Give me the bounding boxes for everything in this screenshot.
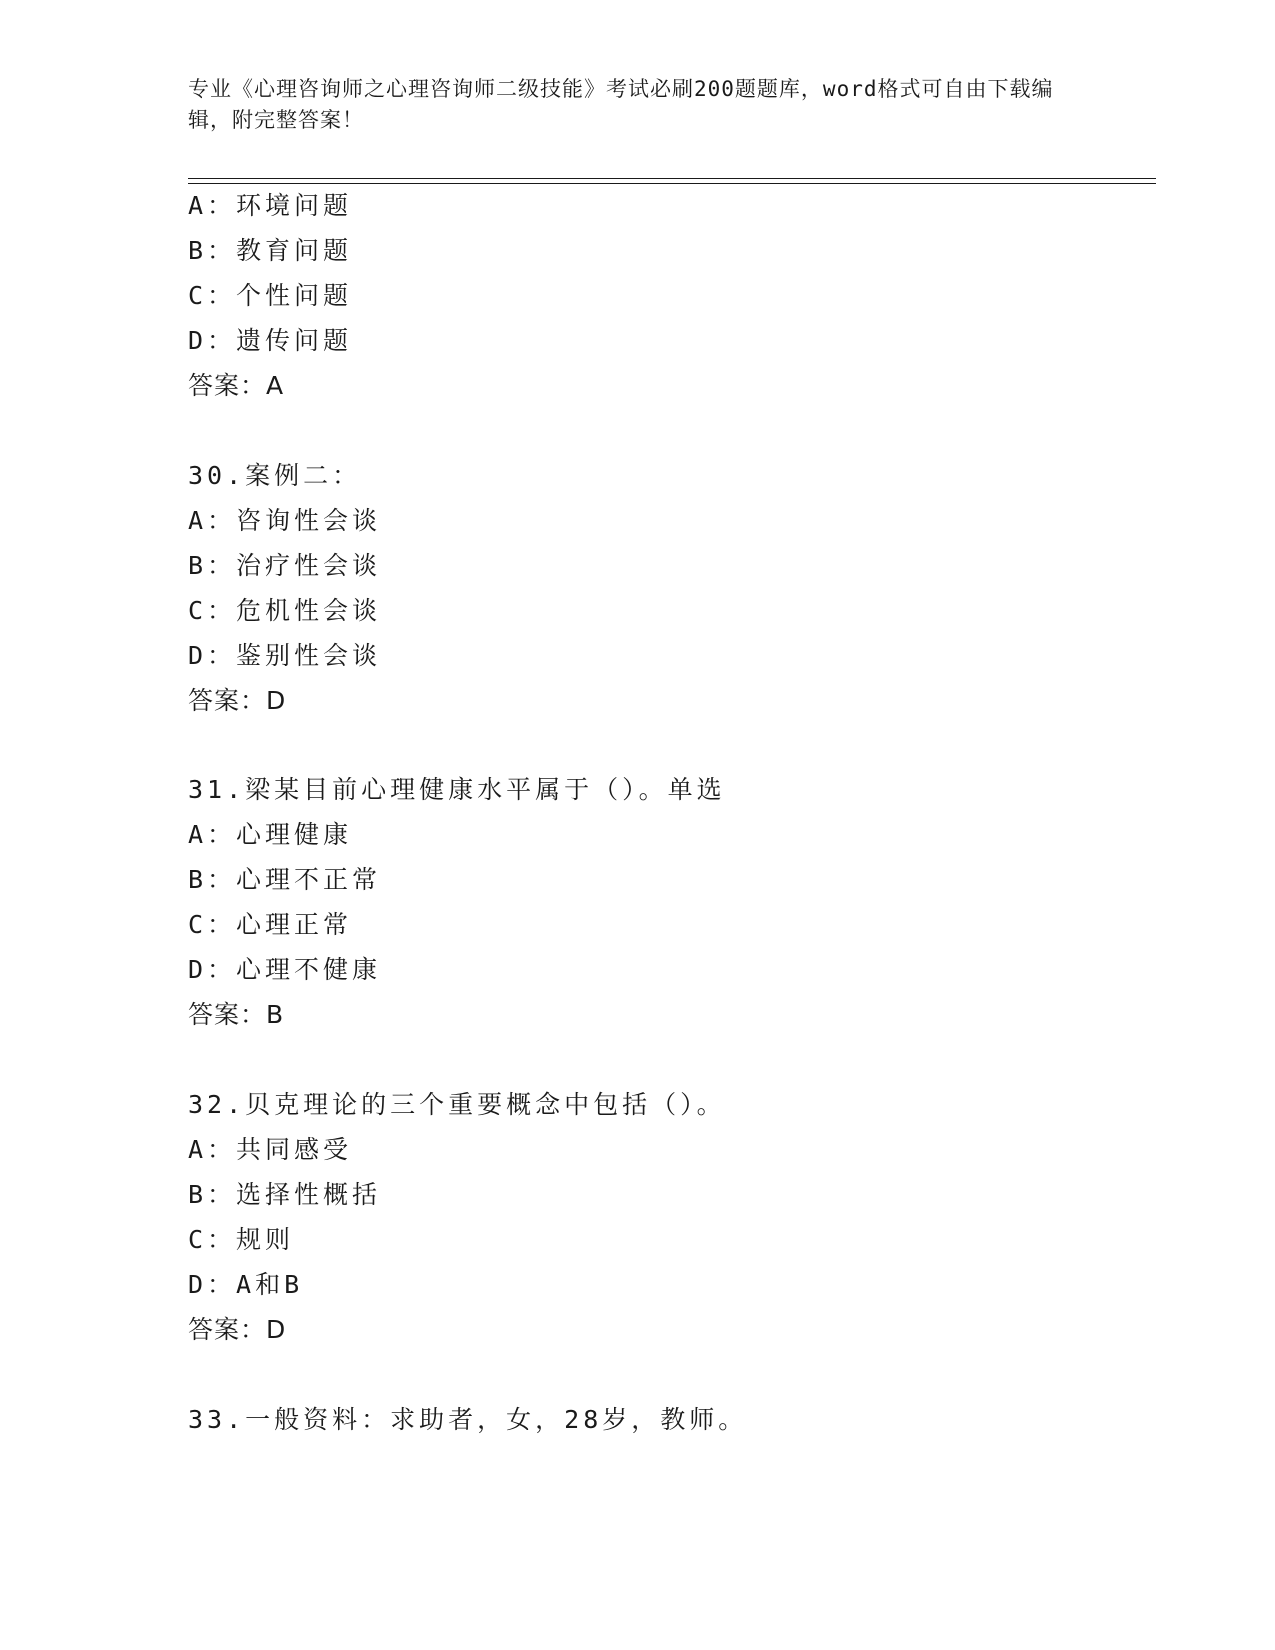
option-a: A：咨询性会谈 [188,506,382,535]
document-header: 专业《心理咨询师之心理咨询师二级技能》考试必刷200题题库，word格式可自由下载编辑，附完整答案！ [188,77,1054,132]
answer-line: 答案：B [188,1000,285,1029]
option-b: B：治疗性会谈 [188,551,382,580]
question-32-stem: 32.贝克理论的三个重要概念中包括（）。 [188,1090,726,1119]
answer-line: 答案：A [188,371,285,400]
option-b: B：教育问题 [188,236,353,265]
option-b: B：选择性概括 [188,1180,382,1209]
option-a: A：环境问题 [188,191,353,220]
question-31-stem: 31.梁某目前心理健康水平属于（）。单选 [188,775,726,804]
answer-line: 答案：D [188,1315,287,1344]
option-c: C：心理正常 [188,910,353,939]
option-c: C：危机性会谈 [188,596,382,625]
option-d: D：鉴别性会谈 [188,641,382,670]
option-a: A：心理健康 [188,820,353,849]
question-33-stem: 33.一般资料：求助者，女，28岁，教师。 [188,1405,748,1434]
option-a: A：共同感受 [188,1135,353,1164]
header-divider-bottom [188,183,1156,184]
option-d: D：心理不健康 [188,955,382,984]
option-d: D：遗传问题 [188,326,353,355]
option-b: B：心理不正常 [188,865,382,894]
option-c: C：个性问题 [188,281,353,310]
option-d: D：A和B [188,1270,304,1299]
option-c: C：规则 [188,1225,295,1254]
question-30-stem: 30.案例二： [188,461,362,490]
header-divider-top [188,178,1156,179]
answer-line: 答案：D [188,686,287,715]
